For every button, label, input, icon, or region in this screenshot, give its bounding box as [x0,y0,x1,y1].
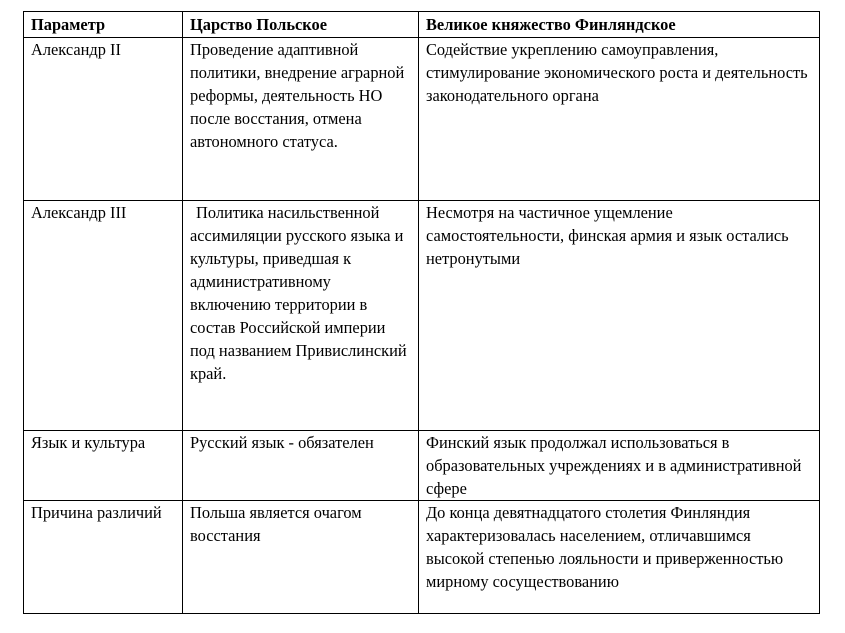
table-row [24,201,820,431]
header-grand-duchy-finland: Великое княжество Финляндское [419,12,820,38]
cell-parameter: Причина различий [24,501,183,614]
cell-poland: Русский язык - обязателен [183,431,419,501]
comparison-table [23,11,820,614]
table-row [24,38,820,201]
cell-finland: Финский язык продолжал использоваться в образовательных учреждениях и в административной сфере [419,431,820,501]
cell-poland: Польша является очагом восстания [183,501,419,614]
header-row [24,12,820,38]
cell-parameter: Александр III [24,201,183,431]
table-row [24,431,820,501]
cell-parameter: Александр II [24,38,183,201]
cell-finland: До конца девятнадцатого столетия Финляндия характеризовалась населением, отличавшимся высокой степенью лояльности и приверженностью мирному сосуществованию [419,501,820,614]
cell-finland: Несмотря на частичное ущемление самостоятельности, финская армия и язык остались нетронутыми [419,201,820,431]
cell-parameter: Язык и культура [24,431,183,501]
cell-finland: Содействие укреплению самоуправления, стимулирование экономического роста и деятельность законодательного органа [419,38,820,201]
cell-poland: Политика насильственной ассимиляции русского языка и культуры, приведшая к административному включению территории в состав Российской империи под названием Привислинский край. [183,201,419,431]
header-kingdom-poland: Царство Польское [183,12,419,38]
cell-poland: Проведение адаптивной политики, внедрение аграрной реформы, деятельность НО после восстания, отмена автономного статуса. [183,38,419,201]
table-row [24,501,820,614]
header-parameter: Параметр [24,12,183,38]
